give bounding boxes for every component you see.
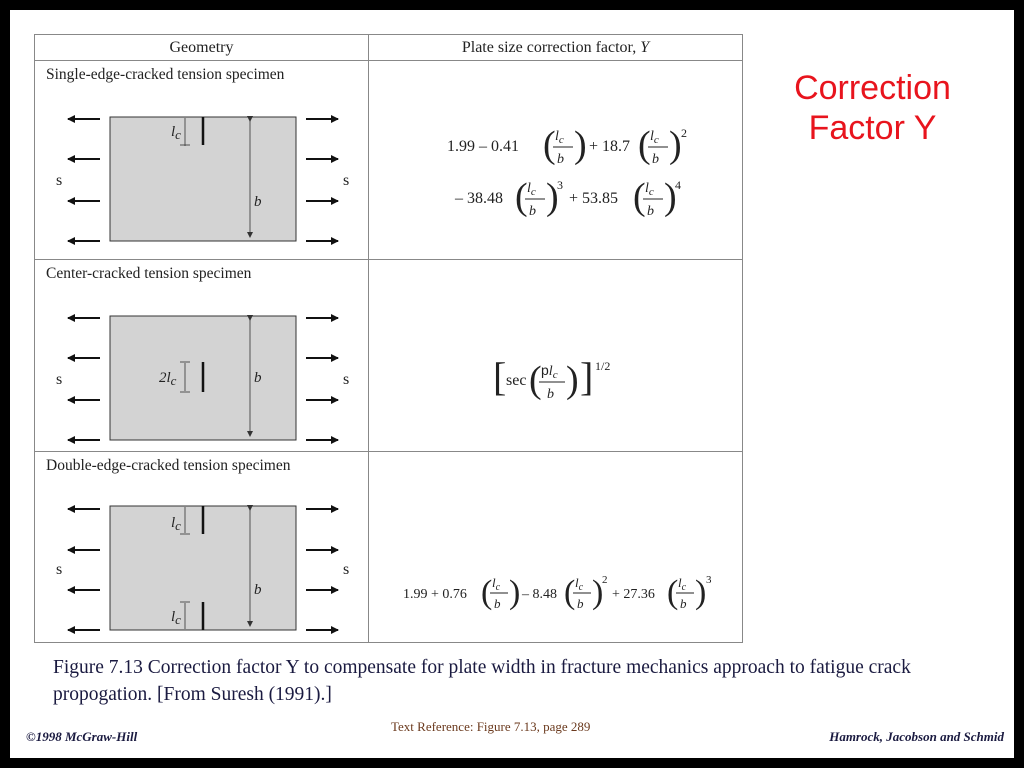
width-label: b xyxy=(254,194,262,210)
svg-text:(: ( xyxy=(638,124,651,166)
svg-text:+ 18.7: + 18.7 xyxy=(589,138,631,155)
header-geometry: Geometry xyxy=(169,39,234,56)
header-correction-factor: Plate size correction factor, Y xyxy=(461,39,650,56)
svg-text:1/2: 1/2 xyxy=(595,359,611,373)
slide-title xyxy=(770,68,975,148)
stress-label-left: s xyxy=(56,172,63,189)
svg-text:b: b xyxy=(529,204,536,219)
double-edge-specimen-diagram xyxy=(35,452,368,642)
svg-text:(: ( xyxy=(543,124,556,166)
fraction-lc-b xyxy=(515,176,559,219)
svg-text:(: ( xyxy=(529,359,542,401)
stress-label-left: s xyxy=(56,561,63,578)
formula-line-2: – 38.48 xyxy=(455,190,503,207)
svg-text:]: ] xyxy=(580,354,594,399)
svg-text:lc: $l_c$ xyxy=(678,575,687,593)
svg-text:(: ( xyxy=(667,574,679,611)
svg-text:3: 3 xyxy=(557,178,563,192)
center-cracked-specimen-diagram xyxy=(35,260,368,451)
crack-length-label: 2lc xyxy=(159,370,177,388)
svg-text:2: 2 xyxy=(602,574,608,586)
stress-label-right: s xyxy=(343,371,350,388)
text-reference: Text Reference: Figure 7.13, page 289 xyxy=(391,719,591,734)
svg-text:4: 4 xyxy=(675,178,681,192)
svg-text:b: b xyxy=(652,152,659,167)
svg-text:lc: $l_c$ xyxy=(575,575,584,593)
fraction-lc-b xyxy=(564,574,603,611)
svg-text:plc: $pl_c$ xyxy=(541,362,558,381)
slide xyxy=(10,10,1014,758)
svg-text:[: [ xyxy=(493,354,507,399)
row-title-center-cracked: Center-cracked tension specimen xyxy=(46,265,252,282)
svg-text:b: b xyxy=(577,596,584,611)
single-edge-specimen-diagram xyxy=(35,61,368,259)
svg-text:b: b xyxy=(557,152,564,167)
row-title-double-edge: Double-edge-cracked tension specimen xyxy=(46,457,291,474)
svg-text:3: 3 xyxy=(706,574,712,586)
svg-text:b: b xyxy=(494,596,501,611)
fraction-lc-b xyxy=(543,124,587,167)
svg-text:): ) xyxy=(592,574,604,611)
crack-length-label-bottom: lc xyxy=(171,609,181,627)
svg-text:– 8.48: – 8.48 xyxy=(522,587,557,602)
fraction-lc-b xyxy=(667,574,706,611)
fraction-lc-b xyxy=(638,124,682,167)
svg-text:): ) xyxy=(509,574,521,611)
svg-text:sec: sec xyxy=(506,372,527,389)
svg-text:b: b xyxy=(547,387,554,402)
fraction-lc-b xyxy=(481,574,520,611)
svg-text:): ) xyxy=(574,124,587,166)
svg-text:+ 53.85: + 53.85 xyxy=(569,190,619,207)
svg-text:(: ( xyxy=(633,176,646,218)
width-label: b xyxy=(254,370,262,386)
formula-line-1: 1.99 – 0.41 xyxy=(447,138,519,155)
double-edge-formula xyxy=(369,452,742,642)
width-label: b xyxy=(254,582,262,598)
single-edge-formula xyxy=(369,61,742,259)
center-cracked-formula xyxy=(369,260,742,451)
svg-text:): ) xyxy=(566,359,579,401)
figure-caption: Figure 7.13 Correction factor Y to compensate for plate width in fracture mechanics approach to fatigue crack propogation. [From Suresh (1991).] xyxy=(53,657,911,705)
svg-text:(: ( xyxy=(481,574,493,611)
copyright-notice: ©1998 McGraw-Hill xyxy=(26,729,138,744)
stress-label-right: s xyxy=(343,561,350,578)
svg-text:+ 27.36: + 27.36 xyxy=(612,587,655,602)
svg-text:(: ( xyxy=(564,574,576,611)
svg-text:(: ( xyxy=(515,176,528,218)
svg-text:): ) xyxy=(669,124,682,166)
svg-text:): ) xyxy=(664,176,677,218)
figure-table xyxy=(34,34,743,643)
svg-text:lc: $l_c$ xyxy=(492,575,501,593)
svg-text:b: b xyxy=(647,204,654,219)
stress-label-right: s xyxy=(343,172,350,189)
crack-length-label: lc xyxy=(171,124,181,142)
svg-text:lc: $l_c$ xyxy=(527,181,536,198)
svg-text:lc: $l_c$ xyxy=(555,129,564,146)
stress-label-left: s xyxy=(56,371,63,388)
authors-credit: Hamrock, Jacobson and Schmid xyxy=(829,729,1004,744)
crack-length-label-top: lc xyxy=(171,515,181,533)
svg-text:2: 2 xyxy=(681,126,687,140)
slide-title-line-1: Correction xyxy=(794,69,951,107)
svg-text:1.99 + 0.76: 1.99 + 0.76 xyxy=(403,587,467,602)
svg-text:lc: $l_c$ xyxy=(650,129,659,146)
row-title-single-edge: Single-edge-cracked tension specimen xyxy=(46,66,285,83)
slide-title-line-2: Factor Y xyxy=(808,109,937,147)
fraction-lc-b xyxy=(633,176,677,219)
svg-text:b: b xyxy=(680,596,687,611)
svg-text:): ) xyxy=(695,574,707,611)
svg-text:lc: $l_c$ xyxy=(645,181,654,198)
svg-text:): ) xyxy=(546,176,559,218)
